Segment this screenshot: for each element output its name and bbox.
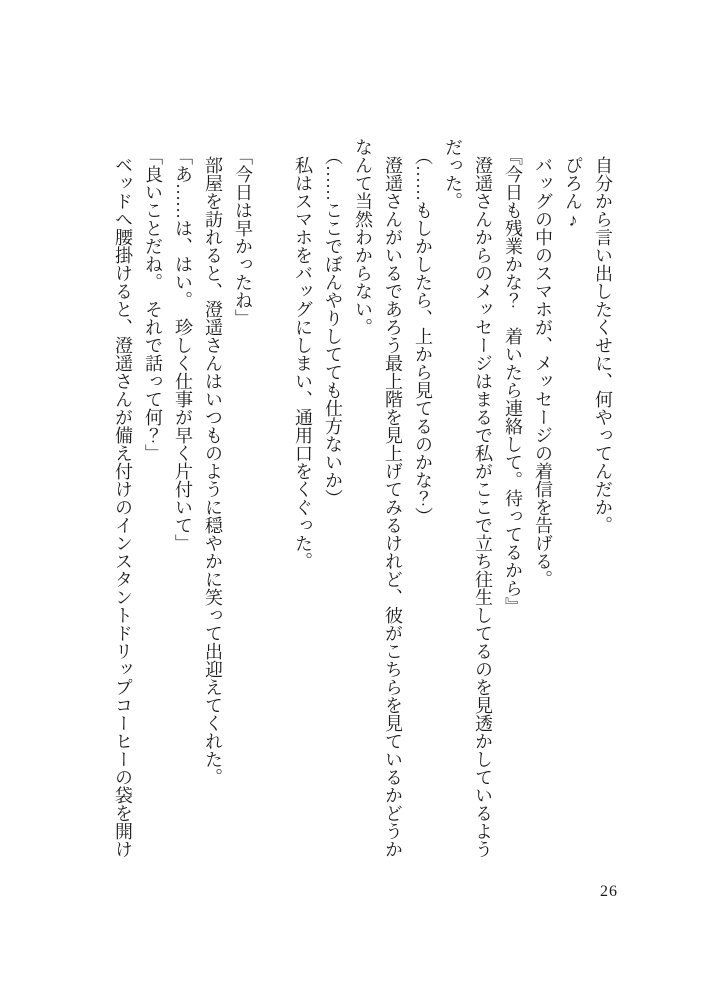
paragraph: バッグの中のスマホが、メッセージの着信を告げる。	[533, 156, 553, 588]
text-block	[108, 138, 618, 860]
paragraph: ベッドへ腰掛けると、澄遥さんが備え付けのインスタントドリップコーヒーの袋を開け	[113, 156, 133, 858]
page-number: 26	[600, 883, 618, 900]
paragraph: 部屋を訪れると、澄遥さんはいつものように穏やかに笑って出迎えてくれた。	[203, 156, 223, 786]
paragraph: 澄遥さんからのメッセージはまるで私がここで立ち往生してるのを見透かしているようだった。	[443, 138, 493, 858]
paragraph: 「あ……は、はい。 珍しく仕事が早く片付いて」	[173, 147, 193, 552]
paragraph: 自分から言い出したくせに、何やってんだか。	[593, 156, 613, 534]
paragraph: 澄遥さんがいるであろう最上階を見上げてみるけれど、彼がこちらを見ているかどうかなんて当然わからない。	[353, 138, 403, 858]
paragraph: （……ここでぼんやりしてても仕方ないか）	[323, 147, 343, 507]
paragraph: （……もしかしたら、上から見てるのかな？）	[413, 147, 433, 525]
paragraph: 「今日は早かったね」	[233, 147, 253, 327]
blank-line	[258, 138, 288, 860]
paragraph: 私はスマホをバッグにしまい、通用口をくぐった。	[293, 156, 313, 570]
paragraph: 『今日も残業かな？ 着いたら連絡して。待ってるから』	[503, 147, 523, 615]
paragraph: ぴろん♪	[563, 156, 583, 230]
paragraph: 「良いことだね。 それで話って何？」	[143, 147, 163, 462]
